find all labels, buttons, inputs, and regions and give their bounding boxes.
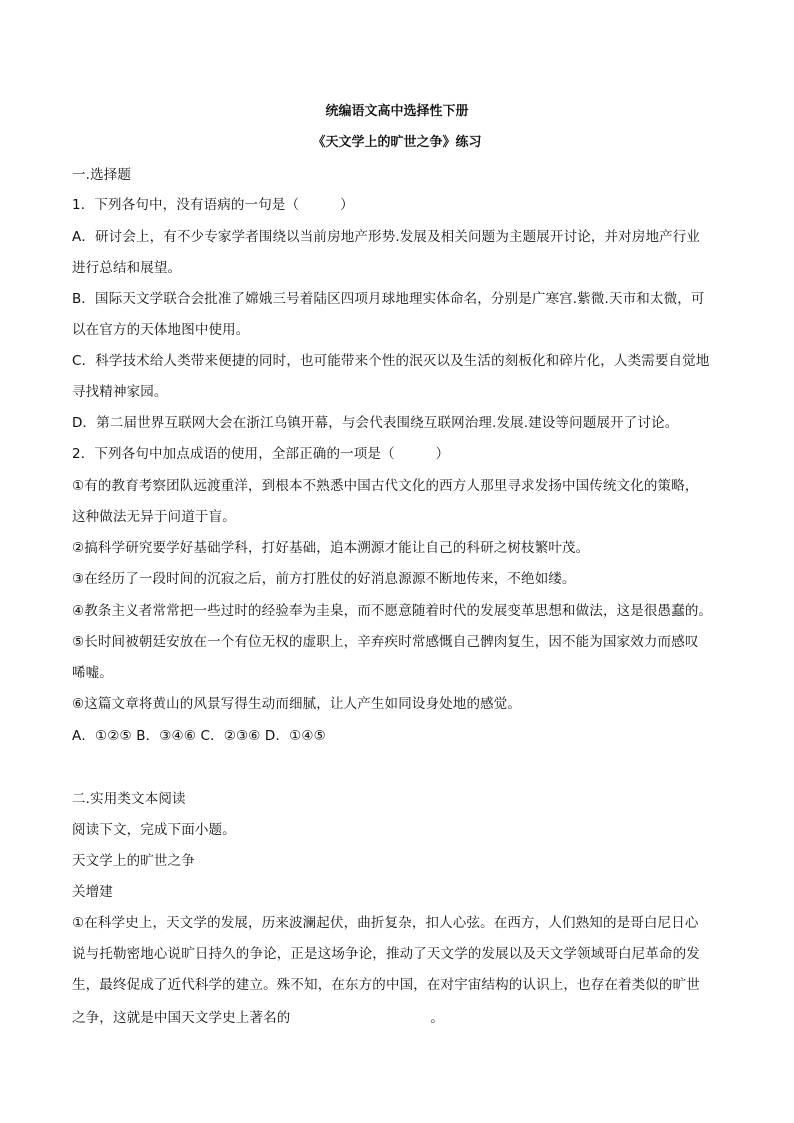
document-subtitle: 《天文学上的旷世之争》练习 bbox=[312, 135, 482, 150]
question-1-option-b-cont: 以在官方的天体地图中使用。 bbox=[72, 322, 250, 338]
article-paragraph-3: 生，最终促成了近代科学的建立。殊不知，在东方的中国，在对宇宙结构的认识上，也存在着类似的旷世 bbox=[72, 977, 700, 993]
question-1-option-c: C．科学技术给人类带来便捷的同时，也可能带来个性的泯灭以及生活的刻板化和碎片化，人类需要自觉地 bbox=[72, 353, 710, 369]
article-paragraph-4-text: 之争，这就是中国天文学史上著名的 bbox=[72, 1010, 291, 1026]
question-2-stem: 2．下列各句中加点成语的使用，全部正确的一项是（ ） bbox=[72, 446, 450, 462]
question-1-option-c-cont: 寻找精神家园。 bbox=[72, 384, 168, 400]
article-title: 天文学上的旷世之争 bbox=[72, 853, 195, 869]
question-2-sentence-6: ⑥这篇文章将黄山的风景写得生动而细腻，让人产生如同设身处地的感觉。 bbox=[72, 696, 522, 712]
document-title: 统编语文高中选择性下册 bbox=[325, 104, 469, 119]
article-paragraph-4-end: 。 bbox=[430, 1010, 445, 1026]
question-1-option-b: B．国际天文学联合会批准了嫦娥三号着陆区四项月球地理实体命名，分别是广寒宫.紫微.天市和太微，可 bbox=[72, 291, 705, 307]
section-heading-reading: 二.实用类文本阅读 bbox=[72, 791, 186, 807]
article-paragraph-1: ①在科学史上，天文学的发展，历来波澜起伏，曲折复杂，扣人心弦。在西方，人们熟知的是哥白尼日心 bbox=[72, 915, 699, 931]
question-2-sentence-2: ②搞科学研究要学好基础学科，打好基础，追本溯源才能让自己的科研之树枝繁叶茂。 bbox=[72, 540, 590, 556]
question-1-option-d: D．第二届世界互联网大会在浙江乌镇开幕，与会代表围绕互联网治理.发展.建设等问题展开了讨论。 bbox=[72, 415, 679, 431]
question-2-sentence-5: ⑤长时间被朝廷安放在一个有位无权的虚职上，辛弃疾时常感慨自己髀肉复生，因不能为国家效力而感叹 bbox=[72, 634, 699, 650]
article-paragraph-4 bbox=[72, 1008, 444, 1028]
question-2-sentence-4: ④教条主义者常常把一些过时的经验奉为圭臬，而不愿意随着时代的发展变革思想和做法，这是很愚蠢的。 bbox=[72, 603, 713, 619]
article-paragraph-2: 说与托勒密地心说旷日持久的争论，正是这场争论，推动了天文学的发展以及天文学领域哥白尼革命的发 bbox=[72, 946, 700, 962]
reading-instruction: 阅读下文，完成下面小题。 bbox=[72, 822, 236, 838]
question-2-sentence-1-cont: 这种做法无异于问道于盲。 bbox=[72, 509, 236, 525]
question-2-options: A．①②⑤ B．③④⑥ C．②③⑥ D．①④⑤ bbox=[72, 728, 326, 744]
article-author: 关增建 bbox=[72, 884, 113, 900]
question-2-sentence-1: ①有的教育考察团队远渡重洋，到根本不熟悉中国古代文化的西方人那里寻求发扬中国传统文化的策略， bbox=[72, 478, 699, 494]
question-2-sentence-3: ③在经历了一段时间的沉寂之后，前方打胜仗的好消息源源不断地传来，不绝如缕。 bbox=[72, 571, 576, 587]
question-1-option-a: A．研讨会上，有不少专家学者围绕以当前房地产形势.发展及相关问题为主题展开讨论，并对房地产行业 bbox=[72, 229, 701, 245]
question-1-stem: 1．下列各句中，没有语病的一句是（ ） bbox=[72, 197, 354, 213]
question-1-option-a-cont: 进行总结和展望。 bbox=[72, 260, 182, 276]
section-heading-choice: 一.选择题 bbox=[72, 167, 132, 183]
question-2-sentence-5-cont: 唏嘘。 bbox=[72, 665, 113, 681]
